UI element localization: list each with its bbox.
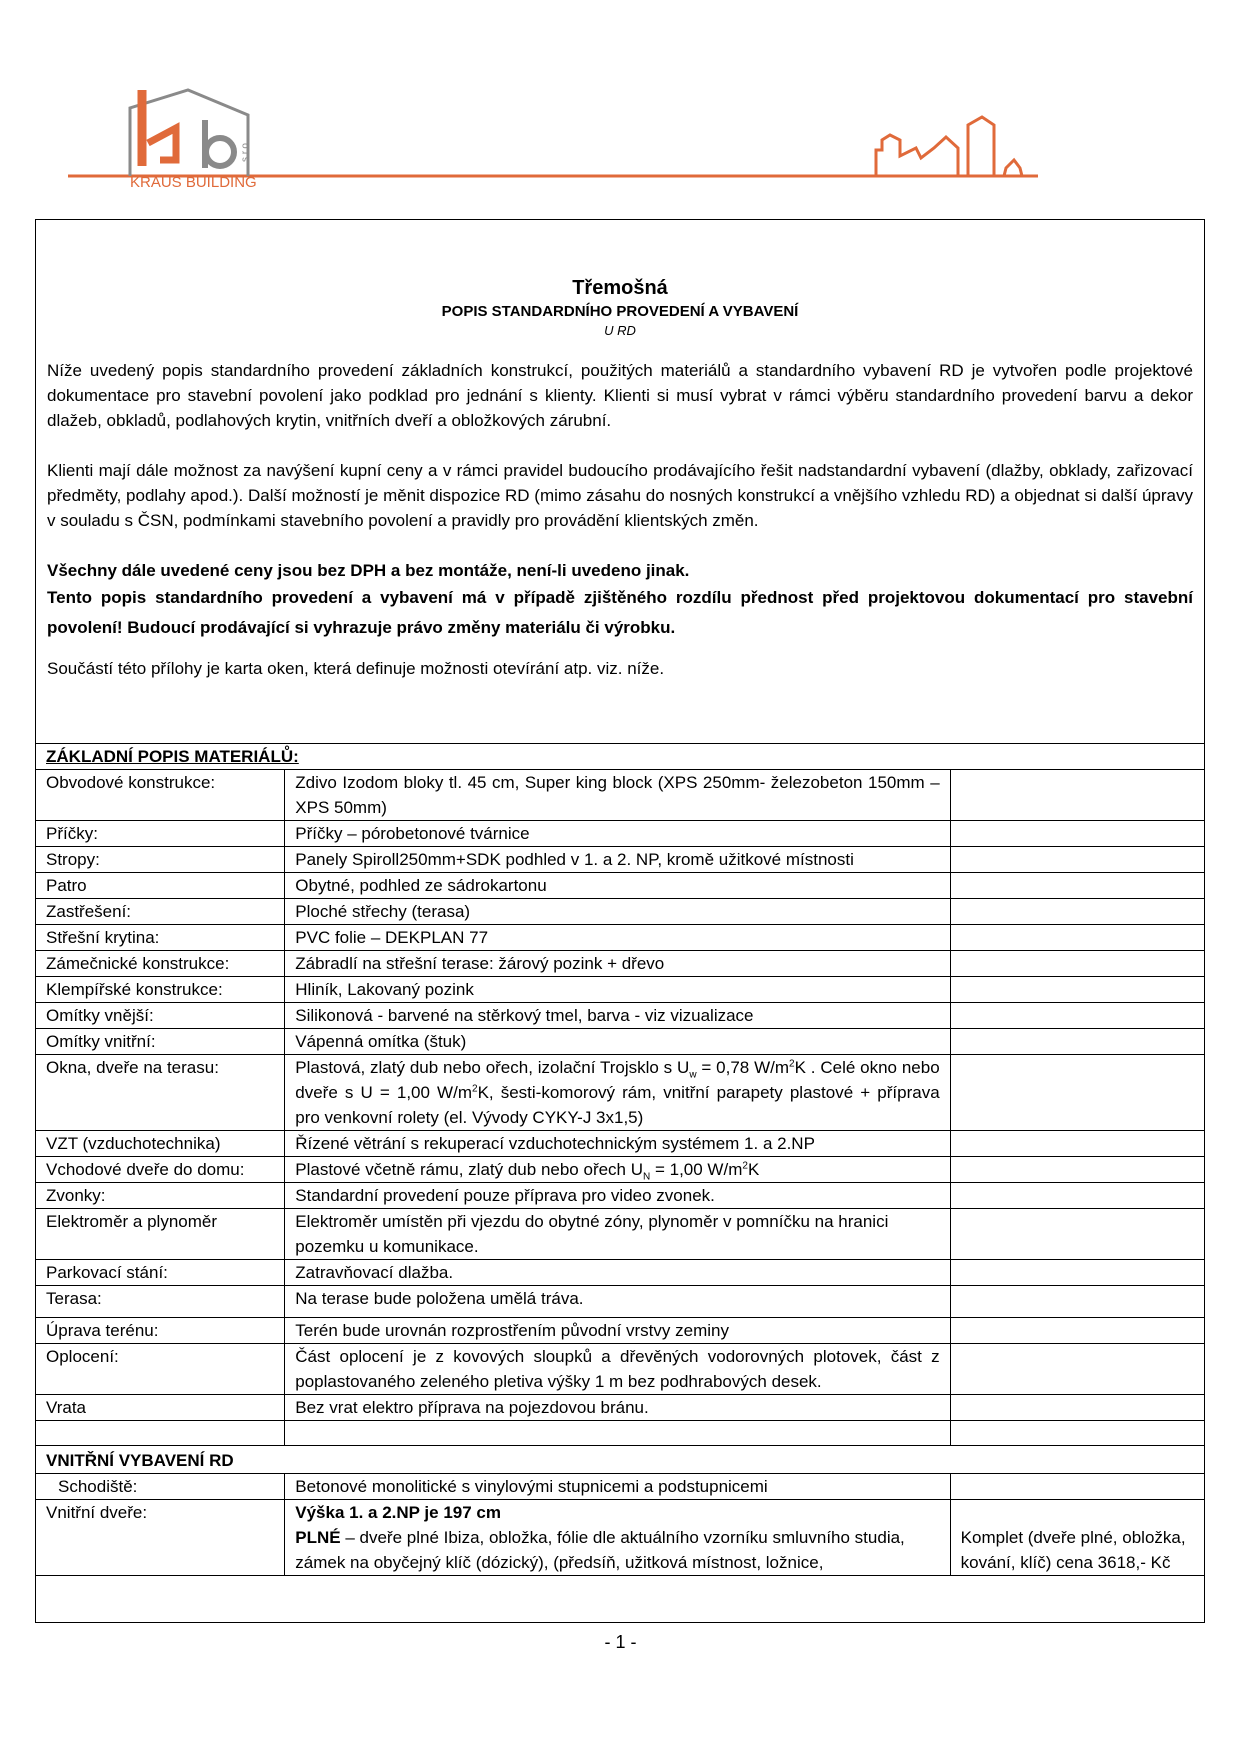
- table-row: [36, 1183, 1204, 1209]
- section-header-row: [36, 1446, 1204, 1474]
- row-value: Zdivo Izodom bloky tl. 45 cm, Super king block (XPS 250mm- železobeton 150mm – XPS 50mm): [285, 770, 950, 821]
- row-extra: [950, 1286, 1204, 1318]
- row-label: Klempířské konstrukce:: [36, 977, 285, 1003]
- row-extra: [950, 1055, 1204, 1131]
- row-value: [285, 1421, 950, 1446]
- row-value: Standardní provedení pouze příprava pro video zvonek.: [285, 1183, 950, 1209]
- row-extra: [950, 1183, 1204, 1209]
- materials-table: [36, 743, 1204, 1576]
- table-row-interior-doors: [36, 1500, 1204, 1576]
- row-extra: [950, 821, 1204, 847]
- row-value: Panely Spiroll250mm+SDK podhled v 1. a 2. NP, kromě užitkové místnosti: [285, 847, 950, 873]
- row-value: Zábradlí na střešní terase: žárový pozink + dřevo: [285, 951, 950, 977]
- row-extra: [950, 925, 1204, 951]
- windows-text-a: Plastová, zlatý dub nebo ořech, izolační Trojsklo s U: [295, 1058, 690, 1077]
- entry-text-c: K: [747, 1160, 760, 1179]
- row-label: Parkovací stání:: [36, 1260, 285, 1286]
- table-row: [36, 899, 1204, 925]
- entry-sup: 2: [742, 1160, 748, 1172]
- doors-price-text: Komplet (dveře plné, obložka, kování, klíč) cena 3618,- Kč: [960, 1528, 1186, 1572]
- table-row: [36, 1260, 1204, 1286]
- row-value: Ploché střechy (terasa): [285, 899, 950, 925]
- table-row: [36, 873, 1204, 899]
- row-extra: [950, 1421, 1204, 1446]
- row-value: PVC folie – DEKPLAN 77: [285, 925, 950, 951]
- row-label: Vchodové dveře do domu:: [36, 1157, 285, 1183]
- intro-paragraph-3: Všechny dále uvedené ceny jsou bez DPH a bez montáže, není-li uvedeno jinak.: [47, 561, 690, 580]
- row-extra: [950, 1395, 1204, 1421]
- row-extra: [950, 770, 1204, 821]
- row-value: Bez vrat elektro příprava na pojezdovou bránu.: [285, 1395, 950, 1421]
- row-value-doors: [285, 1500, 950, 1576]
- table-row: [36, 1131, 1204, 1157]
- table-row: [36, 1395, 1204, 1421]
- table-row: [36, 1029, 1204, 1055]
- row-label: [36, 1421, 285, 1446]
- row-extra: [950, 1344, 1204, 1395]
- page-number: - 1 -: [604, 1632, 637, 1652]
- table-row: [36, 821, 1204, 847]
- table-row-windows: [36, 1055, 1204, 1131]
- doors-plne: PLNÉ: [295, 1528, 341, 1547]
- doors-text: – dveře plné Ibiza, obložka, fólie dle aktuálního vzorníku smluvního studia, zámek na obyčejný klíč (dózický), (předsíň, užitková místnost, ložnice,: [295, 1528, 905, 1572]
- row-value: Obytné, podhled ze sádrokartonu: [285, 873, 950, 899]
- row-label: Úprava terénu:: [36, 1318, 285, 1344]
- row-value: Silikonová - barvené na stěrkový tmel, barva - viz vizualizace: [285, 1003, 950, 1029]
- row-label: Vrata: [36, 1395, 285, 1421]
- svg-text:s.r.o.: s.r.o.: [240, 140, 251, 162]
- row-value: Příčky – pórobetonové tvárnice: [285, 821, 950, 847]
- row-label: Omítky vnitřní:: [36, 1029, 285, 1055]
- intro-paragraph-4: Tento popis standardního provedení a vybavení má v případě zjištěného rozdílu přednost před projektovou dokumentací pro stavební povolení! Budoucí prodávající si vyhrazuje právo změny materiálu či výrobku.: [47, 588, 1193, 637]
- table-row: [36, 1318, 1204, 1344]
- row-extra: [950, 1474, 1204, 1500]
- entry-sub-n: N: [643, 1171, 651, 1183]
- row-extra: [950, 1209, 1204, 1260]
- windows-text-c: K . Celé okno nebo dveře s U = 1,00 W/m: [295, 1058, 940, 1102]
- row-extra: [950, 873, 1204, 899]
- row-extra: [950, 847, 1204, 873]
- intro-paragraph-1: Níže uvedený popis standardního provedení základních konstrukcí, použitých materiálů a standardního vybavení RD je vytvořen podle projektové dokumentace pro stavební povolení jako podklad pro jednání s klienty. Klienti si musí vybrat v rámci výběru standardního provedení barvu a dekor dlažeb, obkladů, podlahových krytin, vnitřních dveří a obložkových zárubní.: [47, 361, 1193, 430]
- row-value: Hliník, Lakovaný pozink: [285, 977, 950, 1003]
- row-label: Okna, dveře na terasu:: [36, 1055, 285, 1131]
- title-block: [36, 275, 1204, 339]
- row-value: Na terase bude položena umělá tráva.: [285, 1286, 950, 1318]
- row-label: Zvonky:: [36, 1183, 285, 1209]
- row-value: Vápenná omítka (štuk): [285, 1029, 950, 1055]
- row-value: Zatravňovací dlažba.: [285, 1260, 950, 1286]
- row-label: VZT (vzduchotechnika): [36, 1131, 285, 1157]
- windows-sup-1: 2: [789, 1058, 795, 1070]
- doors-description: [295, 1525, 939, 1575]
- row-extra: [950, 1318, 1204, 1344]
- row-label: Vnitřní dveře:: [36, 1500, 285, 1576]
- row-extra: [950, 1003, 1204, 1029]
- row-label: Omítky vnější:: [36, 1003, 285, 1029]
- row-label: Elektroměr a plynoměr: [36, 1209, 285, 1260]
- row-label: Zámečnické konstrukce:: [36, 951, 285, 977]
- row-value-windows: [285, 1055, 950, 1131]
- row-label: Střešní krytina:: [36, 925, 285, 951]
- table-row: [36, 1003, 1204, 1029]
- row-value: Terén bude urovnán rozprostřením původní vrstvy zeminy: [285, 1318, 950, 1344]
- doors-price: [950, 1500, 1204, 1576]
- page-title: Třemošná: [572, 277, 668, 299]
- row-value: Řízené větrání s rekuperací vzduchotechnickým systémem 1. a 2.NP: [285, 1131, 950, 1157]
- row-extra: [950, 951, 1204, 977]
- windows-sub-w: w: [689, 1069, 697, 1081]
- table-row-entry-door: [36, 1157, 1204, 1183]
- row-extra: [950, 1131, 1204, 1157]
- row-label: Příčky:: [36, 821, 285, 847]
- table-row: [36, 977, 1204, 1003]
- row-label: Terasa:: [36, 1286, 285, 1318]
- row-value-entry-door: [285, 1157, 950, 1183]
- intro-text: [36, 358, 1204, 681]
- section-header-row: [36, 744, 1204, 770]
- kraus-building-logo: [0, 0, 1241, 200]
- row-label: Oplocení:: [36, 1344, 285, 1395]
- row-extra: [950, 1260, 1204, 1286]
- windows-text-d: K, šesti-komorový rám, vnitřní parapety plastové + příprava pro venkovní rolety (el. Vývody CYKY-J 3x1,5): [295, 1083, 940, 1127]
- row-extra: [950, 1029, 1204, 1055]
- header: [0, 0, 1241, 200]
- table-row-empty: [36, 1421, 1204, 1446]
- page-subtitle-2: U RD: [604, 323, 636, 338]
- table-row: [36, 1344, 1204, 1395]
- table-row: [36, 1209, 1204, 1260]
- table-row: [36, 951, 1204, 977]
- section-title-materials: ZÁKLADNÍ POPIS MATERIÁLŮ:: [36, 744, 1204, 770]
- table-row: [36, 925, 1204, 951]
- table-row: [36, 770, 1204, 821]
- row-label: Stropy:: [36, 847, 285, 873]
- intro-paragraph-2: Klienti mají dále možnost za navýšení kupní ceny a v rámci pravidel budoucího prodávajícího řešit nadstandardní vybavení (dlažby, obklady, zařizovací předměty, podlahy apod.). Další možností je měnit dispozice RD (mimo zásahu do nosných konstrukcí a vnějšího vzhledu RD) a objednat si další úpravy v souladu s ČSN, podmínkami stavebního povolení a pravidly pro provádění klientských změn.: [47, 461, 1193, 530]
- row-label: Patro: [36, 873, 285, 899]
- entry-text-b: = 1,00 W/m: [650, 1160, 743, 1179]
- page-subtitle: POPIS STANDARDNÍHO PROVEDENÍ A VYBAVENÍ: [441, 303, 799, 320]
- table-row: [36, 1474, 1204, 1500]
- svg-text:KRAUS BUILDING: KRAUS BUILDING: [130, 174, 257, 191]
- row-extra: [950, 899, 1204, 925]
- document-frame: [35, 219, 1205, 1623]
- doors-height: Výška 1. a 2.NP je 197 cm: [295, 1503, 501, 1522]
- row-label: Obvodové konstrukce:: [36, 770, 285, 821]
- entry-text-a: Plastové včetně rámu, zlatý dub nebo ořech U: [295, 1160, 644, 1179]
- table-row: [36, 847, 1204, 873]
- row-extra: [950, 977, 1204, 1003]
- intro-paragraph-5: Součástí této přílohy je karta oken, která definuje možnosti otevírání atp. viz. níže.: [47, 659, 665, 678]
- row-extra: [950, 1157, 1204, 1183]
- row-label: Schodiště:: [36, 1474, 285, 1500]
- row-label: Zastřešení:: [36, 899, 285, 925]
- windows-text-b: = 0,78 W/m: [696, 1058, 790, 1077]
- row-value: Elektroměr umístěn při vjezdu do obytné zóny, plynoměr v pomníčku na hranici pozemku u komunikace.: [285, 1209, 950, 1260]
- section-title-interior: VNITŘNÍ VYBAVENÍ RD: [36, 1446, 1204, 1474]
- row-value: Část oplocení je z kovových sloupků a dřevěných vodorovných plotovek, část z poplastovaného zeleného pletiva výšky 1 m bez podhrabových desek.: [285, 1344, 950, 1395]
- windows-sup-2: 2: [472, 1083, 478, 1095]
- row-value: Betonové monolitické s vinylovými stupnicemi a podstupnicemi: [285, 1474, 950, 1500]
- table-row: [36, 1286, 1204, 1318]
